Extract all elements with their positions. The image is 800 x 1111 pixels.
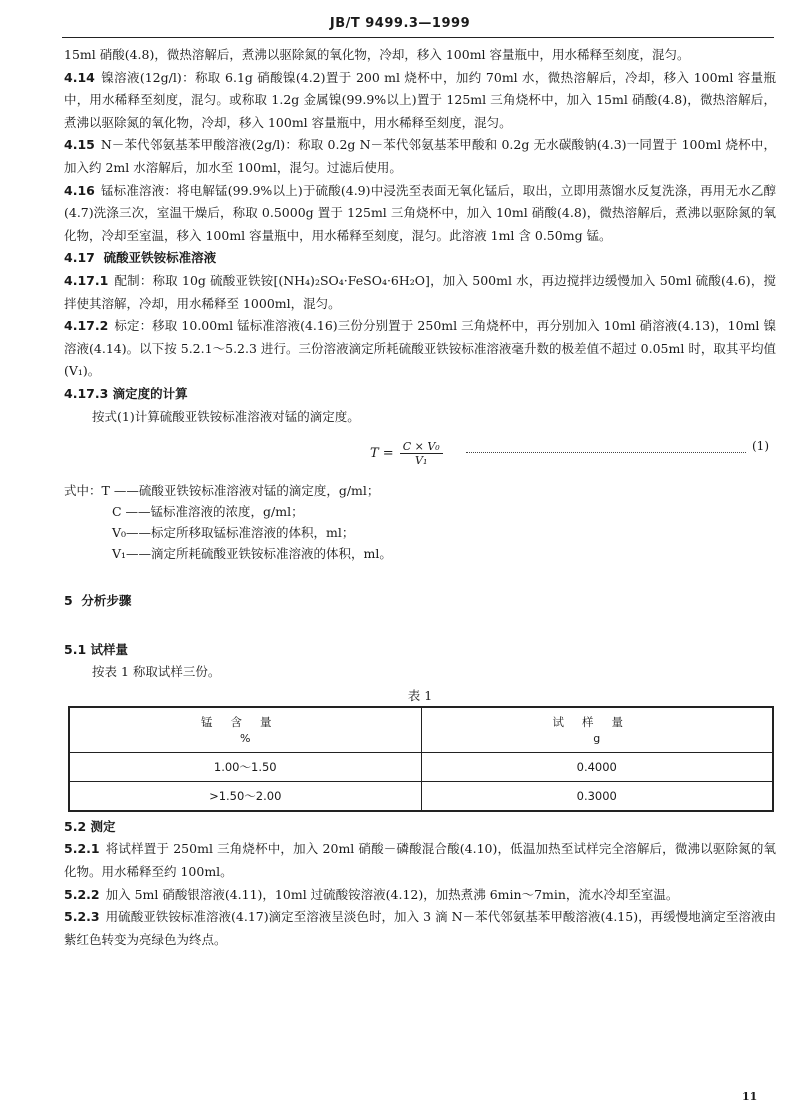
paragraph-4-17-2 (64, 315, 776, 383)
paragraph-text: 锰标准溶液：将电解锰(99.9%以上)于硫酸(4.9)中浸洗至表面无氧化锰后，取出，立即用蒸馏水反复洗涤，再用无水乙醇(4.7)洗涤三次，室温干燥后，称取 0.5000g 置于 125ml 三角烧杯中，加入 10ml 硝酸(4.8)，微热溶解后，煮沸以驱除氮的氧化物，冷却至室温，移入 100ml 容量瓶中，用水稀释至刻度，混匀。此溶液 1ml 含 0.50mg 锰。 (64, 182, 776, 243)
paragraph-5-2-3 (64, 906, 776, 951)
clause-number: 4.17.3 (64, 385, 109, 401)
paragraph-5-2-2 (64, 884, 776, 907)
paragraph-5-1: 按表 1 称取试样三份。 (92, 664, 221, 680)
standard-code-header: JB/T 9499.3—1999 (329, 16, 471, 31)
where-lead: 式中： (64, 483, 102, 499)
heading-text: 试样量 (90, 641, 129, 657)
paragraph-5-2-1 (64, 838, 776, 883)
where-item: V₀——标定所移取锰标准溶液的体积，ml； (112, 525, 355, 541)
clause-number: 4.15 (64, 137, 95, 153)
paragraph-4-13-continuation (64, 44, 776, 67)
table-header-cell (69, 707, 421, 753)
clause-number: 4.17.1 (64, 272, 109, 288)
paragraph-4-15 (64, 134, 776, 179)
table-row (69, 752, 773, 781)
formula-intro: 按式(1)计算硫酸亚铁铵标准溶液对锰的滴定度。 (92, 408, 360, 424)
spacer (64, 564, 776, 590)
heading-text: 测定 (90, 818, 116, 834)
clause-number: 4.17 (64, 250, 95, 266)
column-unit: % (240, 731, 251, 745)
table-header-row (69, 707, 773, 753)
heading-text: 分析步骤 (81, 593, 132, 609)
paragraph-text: 用硫酸亚铁铵标准溶液(4.17)滴定至溶液呈淡色时，加入 3 滴 N－苯代邻氨基苯甲酸溶液(4.15)，再缓慢地滴定至溶液由紫红色转变为亮绿色为终点。 (64, 909, 776, 947)
paragraph-text: 镍溶液(12g/l)：称取 6.1g 硝酸镍(4.2)置于 200 ml 烧杯中，加约 70ml 水，微热溶解后，冷却，移入 100ml 容量瓶中，用水稀释至刻度，混匀。或称取 1.2g 金属镍(99.9%以上)置于 125ml 三角烧杯中，加入 15ml 硝酸(4.8)，微热溶解后，煮沸以驱除氮的氧化物，冷却，移入 100ml 容量瓶中，用水稀释至刻度，混匀。 (64, 69, 776, 130)
table-header-cell (421, 707, 773, 753)
where-item: C ——锰标准溶液的浓度，g/ml； (112, 504, 304, 520)
paragraph-text: 标定：移取 10.00ml 锰标准溶液(4.16)三份分别置于 250ml 三角烧杯中，再分别加入 10ml 硝溶液(4.13)，10ml 镍溶液(4.14)。以下按 5.2.1～5.2.3 进行。三份溶液滴定所耗硫酸亚铁铵标准溶液毫升数的极差值不超过 0.05ml 时，取其平均值(V₁)。 (64, 318, 776, 379)
paragraph-text: 15ml 硝酸(4.8)，微热溶解后，煮沸以驱除氮的氧化物，冷却，移入 100ml 容量瓶中，用水稀释至刻度，混匀。 (64, 47, 690, 62)
heading-4-17 (64, 247, 776, 270)
page-number: 11 (742, 1090, 758, 1103)
table-cell: 0.4000 (421, 752, 773, 781)
table-row (69, 781, 773, 811)
clause-number: 5.2.2 (64, 886, 100, 902)
paragraph-text: 加入 5ml 硝酸银溶液(4.11)，10ml 过硫酸铵溶液(4.12)，加热煮沸 6min～7min，流水冷却至室温。 (105, 886, 679, 902)
table-cell: >1.50～2.00 (69, 781, 421, 811)
where-item: V₁——滴定所耗硫酸亚铁铵标准溶液的体积，ml。 (112, 546, 392, 562)
formula-numerator: C × V₀ (400, 440, 443, 454)
formula-leader-dots (466, 446, 746, 453)
clause-number: 5.1 (64, 641, 87, 657)
column-header: 试样量 (552, 714, 641, 729)
table-cell: 0.3000 (421, 781, 773, 811)
clause-number: 5.2.1 (64, 841, 100, 857)
table-caption: 表 1 (407, 687, 433, 703)
heading-5-1 (64, 639, 776, 662)
clause-number: 4.14 (64, 69, 95, 85)
heading-5-2 (64, 816, 776, 839)
clause-number: 4.17.2 (64, 318, 109, 334)
paragraph-text: 配制：称取 10g 硫酸亚铁铵[(NH₄)₂SO₄·FeSO₄·6H₂O]，加入 500ml 水，再边搅拌边缓慢加入 50ml 硫酸(4.6)，搅拌使其溶解，冷却，用水稀释至 1000ml，混匀。 (64, 272, 776, 311)
where-item: T ——硫酸亚铁铵标准溶液对锰的滴定度，g/ml； (101, 483, 380, 499)
heading-text: 滴定度的计算 (112, 385, 188, 401)
where-clause (64, 480, 776, 501)
formula-denominator: V₁ (415, 454, 428, 468)
header-rule (62, 37, 774, 38)
paragraph-text: 将试样置于 250ml 三角烧杯中，加入 20ml 硝酸－磷酸混合酸(4.10)，低温加热至试样完全溶解后，微沸以驱除氮的氧化物。用水稀释至约 100ml。 (64, 841, 776, 880)
table-cell: 1.00～1.50 (69, 752, 421, 781)
formula-1 (64, 432, 776, 480)
clause-number: 5.2.3 (64, 909, 100, 925)
heading-4-17-3 (64, 383, 776, 406)
formula-lhs: T = (370, 446, 394, 462)
formula-number: (1) (752, 439, 769, 454)
clause-number: 5 (64, 593, 73, 609)
column-unit: g (593, 731, 601, 745)
heading-text: 硫酸亚铁铵标准溶液 (103, 250, 217, 266)
formula-expression (370, 440, 443, 467)
spacer (64, 613, 776, 639)
heading-5 (64, 590, 776, 613)
document-body (64, 44, 776, 951)
paragraph-4-14 (64, 67, 776, 135)
paragraph-text: N－苯代邻氨基苯甲酸溶液(2g/l)：称取 0.2g N－苯代邻氨基苯甲酸和 0.2g 无水碳酸钠(4.3)一同置于 100ml 烧杯中，加入约 2ml 水溶解后，加水至 100ml，混匀。过滤后使用。 (64, 137, 776, 175)
column-header: 锰含量 (201, 714, 290, 729)
clause-number: 4.16 (64, 182, 95, 198)
formula-fraction (400, 440, 443, 467)
paragraph-4-16 (64, 180, 776, 248)
paragraph-4-17-1 (64, 270, 776, 315)
sample-mass-table (68, 706, 774, 812)
clause-number: 5.2 (64, 818, 87, 834)
